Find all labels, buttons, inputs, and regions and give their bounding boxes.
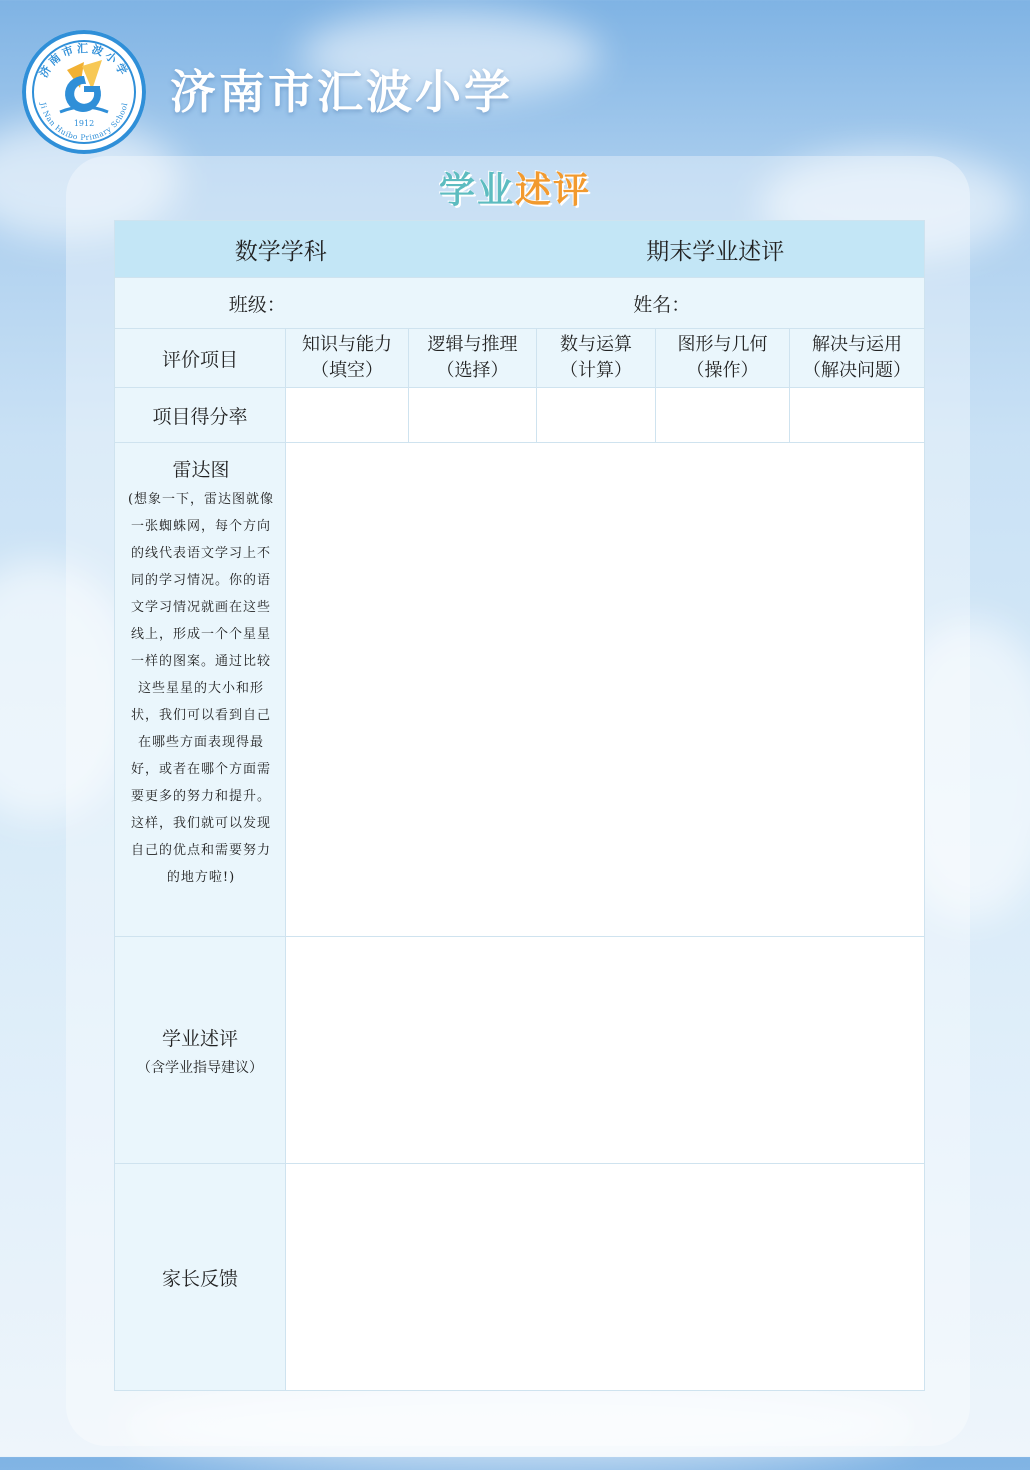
section-title — [0, 162, 1030, 213]
review-content-area[interactable] — [286, 937, 925, 1164]
parent-feedback-label: 家长反馈 — [115, 1164, 286, 1391]
radar-description: (想象一下，雷达图就像一张蜘蛛网，每个方向的线代表语文学习上不同的学习情况。你的语文学习情况就画在这些线上，形成一个个星星一样的图案。通过比较这些星星的大小和形状，我们可以看到自己在哪些方面表现得最好，或者在哪个方面需要更多的努力和提升。这样，我们就可以发现自己的优点和需要努力的地方啦!) — [127, 492, 275, 885]
school-logo — [22, 30, 146, 154]
category-number: 数与运算 （计算） — [537, 329, 656, 388]
score-cell-geometry[interactable] — [656, 388, 790, 443]
review-note: （含学业指导建议） — [137, 1059, 263, 1076]
radar-chart-area[interactable] — [286, 443, 925, 937]
school-name: 济南市汇波小学 — [170, 65, 513, 119]
report-type-title: 期末学业述评 — [646, 238, 785, 265]
svg-text:济南市汇波小学 — [36, 41, 132, 80]
evaluation-form — [114, 220, 925, 1391]
section-title-part2: 述评 — [515, 170, 592, 211]
review-title: 学业述评 — [161, 1027, 238, 1050]
logo-ring-text-top: 济南市汇波小学 — [37, 42, 131, 80]
review-label-cell — [115, 937, 286, 1164]
radar-title: 雷达图 — [172, 459, 230, 481]
student-info-row — [115, 278, 925, 329]
section-title-part1: 学业 — [438, 170, 515, 211]
parent-feedback-area[interactable] — [286, 1164, 925, 1391]
score-cell-knowledge[interactable] — [286, 388, 409, 443]
score-cell-logic[interactable] — [409, 388, 537, 443]
school-emblem-icon — [22, 30, 146, 154]
score-rate-label: 项目得分率 — [115, 388, 286, 443]
radar-label-cell — [115, 443, 286, 937]
subject-title: 数学学科 — [234, 238, 327, 265]
class-field[interactable]: 班级： — [228, 293, 286, 316]
name-field[interactable]: 姓名： — [633, 293, 691, 316]
category-geometry: 图形与几何 （操作） — [656, 329, 790, 388]
logo-ring-text-bottom: Ji Nan Huibo Primary School — [38, 101, 130, 143]
page-header — [0, 0, 1030, 160]
eval-item-label: 评价项目 — [115, 329, 286, 388]
logo-year: 1912 — [73, 119, 95, 128]
form-header-row — [115, 221, 925, 278]
score-cell-application[interactable] — [790, 388, 925, 443]
category-logic: 逻辑与推理 （选择） — [409, 329, 537, 388]
score-cell-number[interactable] — [537, 388, 656, 443]
category-knowledge: 知识与能力 （填空） — [286, 329, 409, 388]
logo-flame-shape — [82, 60, 102, 90]
category-application: 解决与运用 （解决问题） — [790, 329, 925, 388]
